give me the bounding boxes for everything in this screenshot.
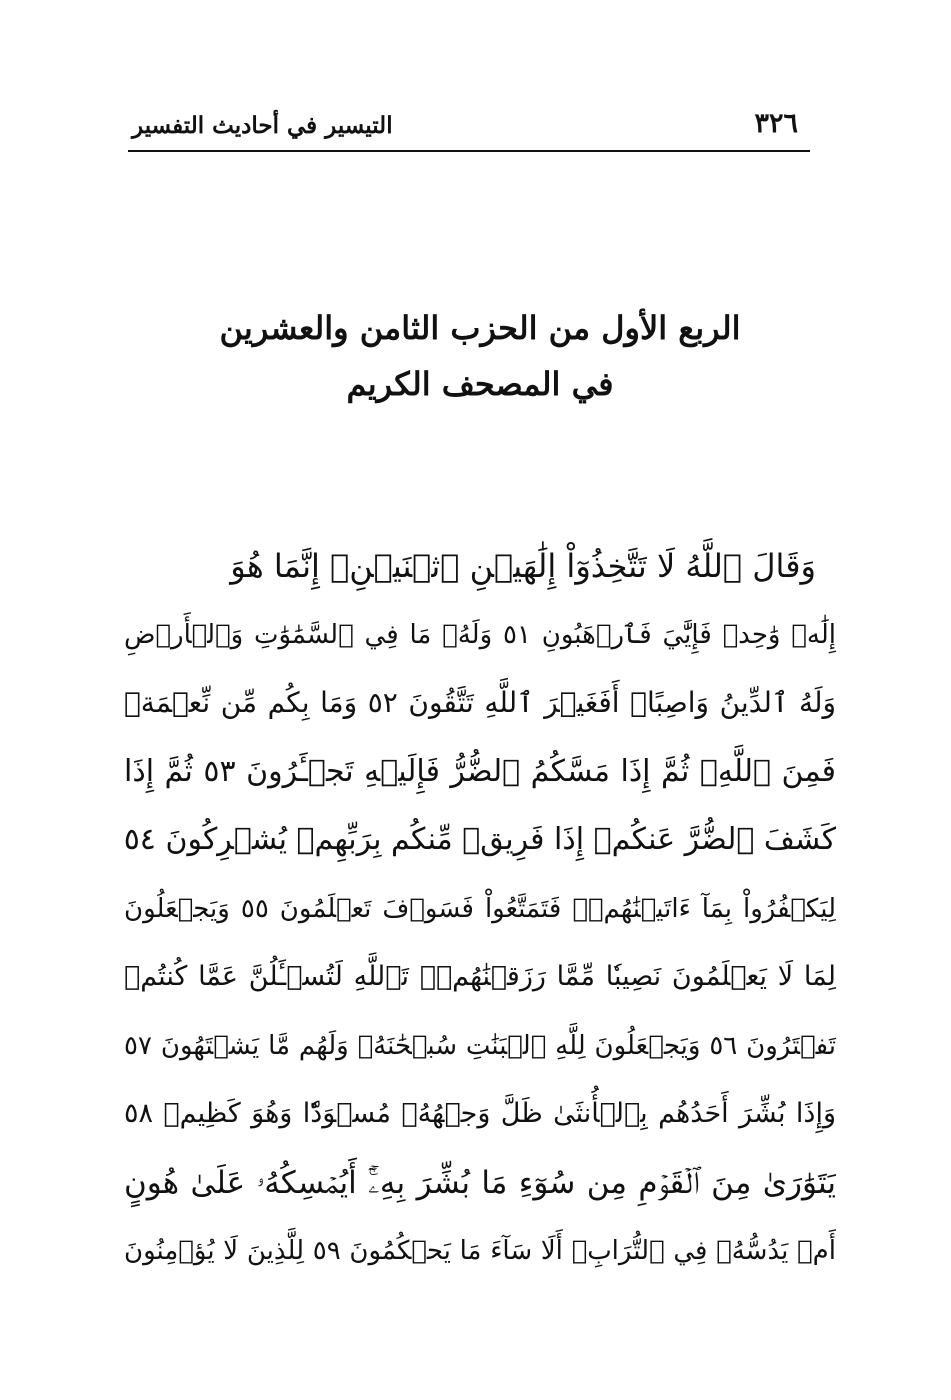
section-title-line-2: في المصحف الكريم xyxy=(346,365,614,403)
page-header xyxy=(128,104,810,152)
verse-line: لِيَكۡفُرُواْ بِمَآ ءَاتَيۡنَٰهُمۡۚ فَتَمَتَّعُواْ فَسَوۡفَ تَعۡلَمُونَ ٥٥ وَيَجۡعَلُونَ xyxy=(124,893,836,924)
verse-line: إِلَٰهٞ وَٰحِدٞ فَإِيَّٰيَ فَٱرۡهَبُونِ ٥١ وَلَهُۥ مَا فِي ٱلسَّمَٰوَٰتِ وَٱلۡأَرۡضِ xyxy=(124,619,836,650)
verse-line: لِمَا لَا يَعۡلَمُونَ نَصِيبٗا مِّمَّا رَزَقۡنَٰهُمۡۗ تَٱللَّهِ لَتُسۡـَٔلُنَّ عَمَّا كُنتُمۡ xyxy=(124,961,836,992)
verse-line: أَمۡ يَدُسُّهُۥ فِي ٱلتُّرَابِۗ أَلَا سَآءَ مَا يَحۡكُمُونَ ٥٩ لِلَّذِينَ لَا يُؤۡمِنُونَ xyxy=(124,1236,836,1266)
verse-line: كَشَفَ ٱلضُّرَّ عَنكُمۡ إِذَا فَرِيقٞ مِّنكُم بِرَبِّهِمۡ يُشۡرِكُونَ ٥٤ xyxy=(124,822,836,857)
running-title: التيسير في أحاديث التفسير xyxy=(132,112,393,139)
section-title-line-1: الربع الأول من الحزب الثامن والعشرين xyxy=(219,309,741,347)
verse-line: فَمِنَ ٱللَّهِۖ ثُمَّ إِذَا مَسَّكُمُ ٱلضُّرُّ فَإِلَيۡهِ تَجۡـَٔرُونَ ٥٣ ثُمَّ إِذَا xyxy=(124,753,836,789)
verse-line: يَتَوَٰرَىٰ مِنَ ٱلۡقَوۡمِ مِن سُوٓءِ مَا بُشِّرَ بِهِۦٓۚ أَيُمۡسِكُهُۥ عَلَىٰ هُونٍ xyxy=(124,1164,836,1201)
section-title xyxy=(140,300,820,412)
verse-line: تَفۡتَرُونَ ٥٦ وَيَجۡعَلُونَ لِلَّهِ ٱلۡبَنَٰتِ سُبۡحَٰنَهُۥ وَلَهُم مَّا يَشۡتَهُونَ ٥٧ xyxy=(124,1030,836,1061)
header-rule xyxy=(128,150,810,152)
verse-line: وَقَالَ ٱللَّهُ لَا تَتَّخِذُوٓاْ إِلَٰهَيۡنِ ٱثۡنَيۡنِۖ إِنَّمَا هُوَ xyxy=(230,547,816,585)
quran-verses xyxy=(124,532,836,1286)
page-number: ٣٢٦ xyxy=(754,108,798,139)
verse-line: وَإِذَا بُشِّرَ أَحَدُهُم بِٱلۡأُنثَىٰ ظَلَّ وَجۡهُهُۥ مُسۡوَدّٗا وَهُوَ كَظِيمٞ ٥٨ xyxy=(124,1098,836,1129)
verse-line: وَلَهُ ٱلدِّينُ وَاصِبًاۚ أَفَغَيۡرَ ٱللَّهِ تَتَّقُونَ ٥٢ وَمَا بِكُم مِّن نِّعۡمَةٖ xyxy=(124,686,836,719)
